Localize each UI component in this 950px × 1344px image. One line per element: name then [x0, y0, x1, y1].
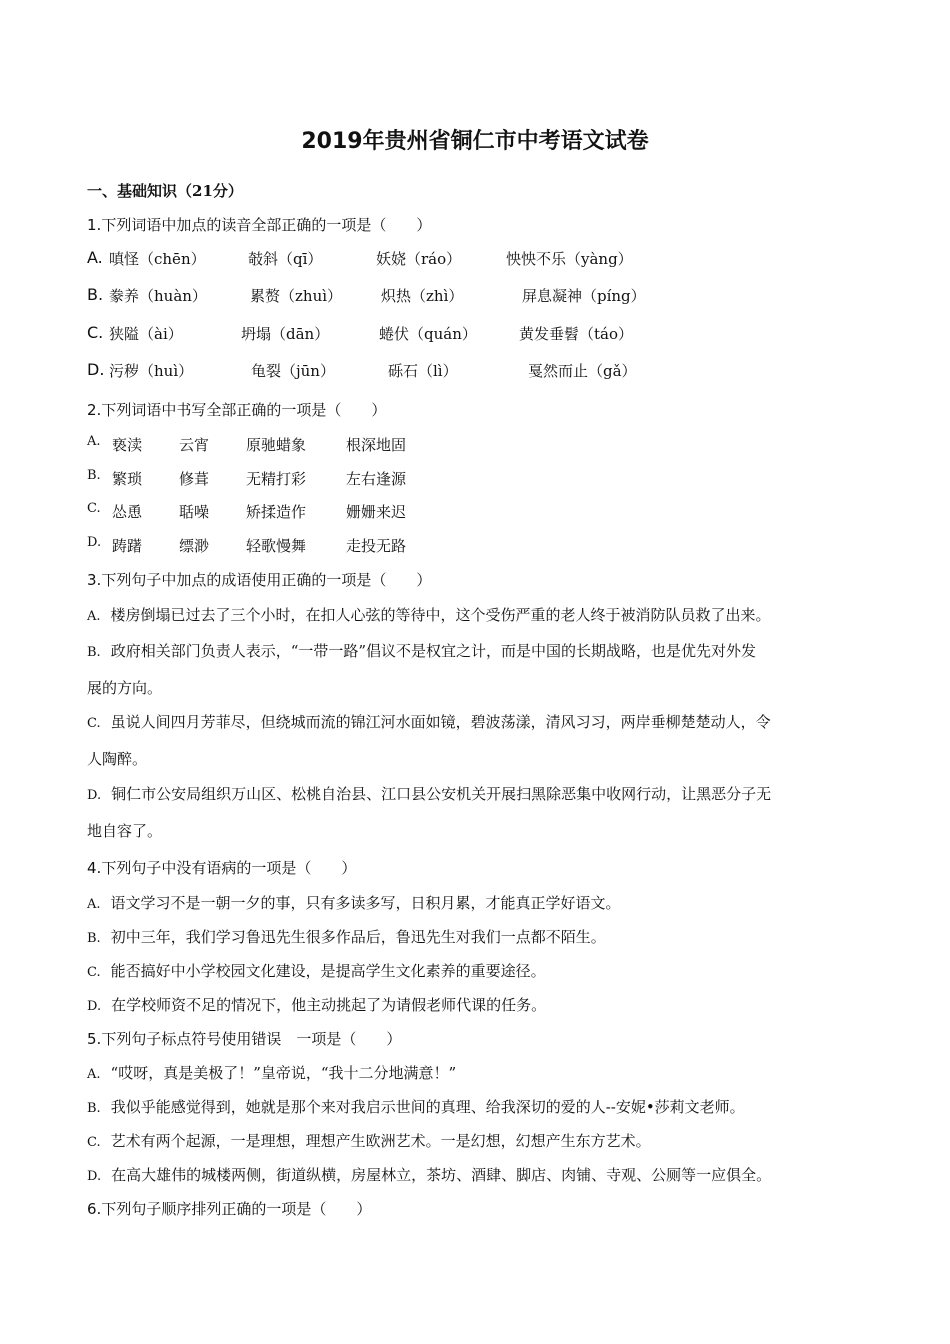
option-text: 艺术有两个起源，一是理想，理想产生欧洲艺术。一是幻想，幻想产生东方艺术。: [110, 1132, 651, 1150]
q4-option-d: [87, 994, 851, 1015]
option-item: 污秽（huì）: [109, 362, 194, 380]
option-item: 屏息凝神（píng）: [522, 287, 646, 305]
q3-option-b-cont: [87, 677, 851, 698]
option-item: 轻歌慢舞: [246, 537, 307, 555]
question-text: 下列句子标点符号使用错误 一项是（ ）: [101, 1030, 402, 1048]
option-label: B.: [87, 285, 104, 304]
q4-option-c: [87, 960, 851, 981]
question-number: 6.: [87, 1200, 102, 1218]
option-text: 铜仁市公安局组织万山区、松桃自治县、江口县公安机关开展扫黑除恶集中收网行动，让黑恶分子无: [111, 785, 772, 803]
q3-option-a: [87, 604, 851, 625]
option-text: 在学校师资不足的情况下，他主动挑起了为请假老师代课的任务。: [111, 996, 547, 1014]
option-label: A.: [87, 897, 101, 912]
option-label: D.: [87, 788, 102, 803]
option-item: 蜷伏（quán）: [379, 325, 477, 343]
option-text: 虽说人间四月芳菲尽，但绕城而流的锦江河水面如镜，碧波荡漾，清风习习，两岸垂柳楚楚动人，令: [110, 713, 771, 731]
option-item: 怏怏不乐（yàng）: [506, 250, 633, 268]
option-label: B.: [87, 645, 101, 660]
option-item: 聒噪: [179, 503, 210, 521]
option-item: 龟裂（jūn）: [251, 362, 335, 380]
option-item: 修葺: [179, 470, 210, 488]
page-title: 2019年贵州省铜仁市中考语文试卷: [301, 129, 649, 154]
question-number: 2.: [87, 401, 102, 419]
question-1: [87, 214, 431, 235]
option-item: 左右逢源: [346, 470, 407, 488]
option-label: D.: [87, 999, 102, 1014]
q3-option-c-cont: [87, 748, 851, 769]
option-text: 语文学习不是一朝一夕的事，只有多读多写，日积月累，才能真正学好语文。: [110, 894, 621, 912]
option-text: 能否搞好中小学校园文化建设，是提高学生文化素养的重要途径。: [110, 962, 546, 980]
option-item: 攲斜（qī）: [248, 250, 323, 268]
option-item: 缥渺: [179, 537, 210, 555]
question-text: 下列句子顺序排列正确的一项是（ ）: [101, 1200, 372, 1218]
option-text: 我似乎能感觉得到，她就是那个来对我启示世间的真理、给我深切的爱的人--安妮•莎莉文老师。: [110, 1098, 745, 1116]
option-label: C.: [87, 965, 101, 980]
option-label: B.: [87, 1101, 101, 1116]
q3-option-b: [87, 640, 851, 661]
option-label: A.: [87, 434, 101, 449]
q4-option-b: [87, 926, 851, 947]
q3-option-d: [87, 783, 851, 804]
option-item: 累赘（zhuì）: [250, 287, 343, 305]
option-item: 黄发垂髫（táo）: [519, 325, 634, 343]
option-item: 豢养（huàn）: [109, 287, 207, 305]
option-item: 亵渎: [112, 436, 143, 454]
option-label: A.: [87, 609, 101, 624]
option-label: C.: [87, 323, 104, 342]
option-item: 矫揉造作: [246, 503, 307, 521]
option-text: 人陶醉。: [87, 750, 148, 768]
option-label: C.: [87, 501, 101, 516]
question-number: 5.: [87, 1030, 102, 1048]
option-item: 嗔怪（chēn）: [109, 250, 206, 268]
q5-option-b: [87, 1096, 851, 1117]
question-number: 1.: [87, 216, 102, 234]
option-item: 姗姗来迟: [346, 503, 407, 521]
q5-option-a: [87, 1062, 851, 1083]
q3-option-d-cont: [87, 820, 851, 841]
section-heading: 一、基础知识（21分）: [87, 182, 243, 200]
option-item: 无精打彩: [246, 470, 307, 488]
question-2: [87, 399, 386, 420]
question-number: 4.: [87, 859, 102, 877]
option-text: 地自容了。: [87, 822, 163, 840]
question-number: 3.: [87, 571, 102, 589]
option-item: 走投无路: [346, 537, 407, 555]
option-label: B.: [87, 931, 101, 946]
option-text: 展的方向。: [87, 679, 163, 697]
option-label: A.: [87, 248, 103, 267]
question-text: 下列句子中没有语病的一项是（ ）: [101, 859, 357, 877]
option-item: 狭隘（ài）: [109, 325, 183, 343]
option-label: D.: [87, 360, 105, 379]
q5-option-c: [87, 1130, 851, 1151]
option-item: 炽热（zhì）: [381, 287, 464, 305]
question-4: [87, 857, 356, 878]
option-label: C.: [87, 1135, 101, 1150]
option-item: 云宵: [179, 436, 210, 454]
option-label: B.: [87, 468, 101, 483]
question-3: [87, 569, 431, 590]
option-item: 怂恿: [112, 503, 143, 521]
option-label: D.: [87, 535, 102, 550]
option-item: 坍塌（dān）: [241, 325, 330, 343]
q4-option-a: [87, 892, 851, 913]
q3-option-c: [87, 711, 851, 732]
option-text: 在高大雄伟的城楼两侧，街道纵横，房屋林立，茶坊、酒肆、脚店、肉铺、寺观、公厕等一应俱全。: [111, 1166, 772, 1184]
question-5: [87, 1028, 401, 1049]
option-item: 繁琐: [112, 470, 143, 488]
question-text: 下列词语中书写全部正确的一项是（ ）: [101, 401, 387, 419]
option-item: 踌躇: [112, 537, 143, 555]
option-text: “哎呀，真是美极了！”皇帝说，“我十二分地满意！”: [110, 1064, 457, 1082]
option-item: 妖娆（ráo）: [376, 250, 462, 268]
option-item: 原驰蜡象: [246, 436, 307, 454]
question-text: 下列词语中加点的读音全部正确的一项是（ ）: [101, 216, 432, 234]
question-text: 下列句子中加点的成语使用正确的一项是（ ）: [101, 571, 432, 589]
option-item: 戛然而止（gǎ）: [528, 362, 637, 380]
question-6: [87, 1198, 371, 1219]
option-item: 砾石（lì）: [388, 362, 458, 380]
option-text: 楼房倒塌已过去了三个小时，在扣人心弦的等待中，这个受伤严重的老人终于被消防队员救了出来。: [110, 606, 771, 624]
option-label: D.: [87, 1169, 102, 1184]
q5-option-d: [87, 1164, 851, 1185]
option-text: 初中三年，我们学习鲁迅先生很多作品后，鲁迅先生对我们一点都不陌生。: [110, 928, 606, 946]
option-label: C.: [87, 716, 101, 731]
option-label: A.: [87, 1067, 101, 1082]
option-text: 政府相关部门负责人表示，“一带一路”倡议不是权宜之计，而是中国的长期战略，也是优先对外发: [110, 642, 757, 660]
option-item: 根深地固: [346, 436, 407, 454]
